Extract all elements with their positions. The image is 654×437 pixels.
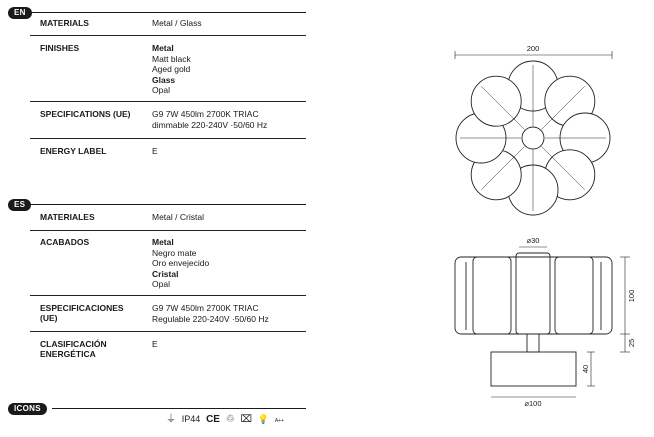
section-tag-icons: ICONS	[8, 403, 47, 415]
shade-diameter-label: ⌀30	[526, 236, 540, 245]
label-clasificacion: CLASIFICACIÓN ENERGÉTICA	[40, 339, 107, 359]
value-acabados: Metal Negro mate Oro envejecido Cristal Opal	[152, 237, 210, 289]
value-finishes: Metal Matt black Aged gold Glass Opal	[152, 43, 191, 95]
label-materials: MATERIALS	[40, 18, 89, 28]
energy-class-icon: A++	[274, 418, 285, 424]
label-acabados: ACABADOS	[40, 237, 90, 247]
value-energy-label: E	[152, 146, 158, 156]
label-specifications: SPECIFICATIONS (UE)	[40, 109, 131, 119]
value-especificaciones: G9 7W 450lm 2700K TRIAC Regulable 220-240V ·50/60 Hz	[152, 303, 269, 324]
base-height-label: 40	[581, 364, 590, 374]
flower-top-view	[456, 61, 610, 215]
earth-ground-icon: ⏚	[166, 414, 176, 425]
bulb-icon: 💡	[257, 414, 270, 424]
height-gap-label: 25	[627, 338, 636, 348]
label-finishes: FINISHES	[40, 43, 80, 53]
ip44-label: IP44	[181, 414, 201, 424]
height-total-label: 100	[627, 289, 636, 303]
top-width-dimension	[455, 44, 612, 59]
section-tag-es: ES	[8, 199, 31, 211]
top-width-label: 200	[526, 44, 540, 53]
side-view	[455, 236, 630, 397]
base-diameter-label: ⌀100	[524, 399, 542, 408]
value-materials: Metal / Glass	[152, 18, 202, 28]
value-specifications: G9 7W 450lm 2700K TRIAC dimmable 220-240V ·50/60 Hz	[152, 109, 268, 130]
no-bin-icon: ⌧	[240, 414, 253, 425]
section-tag-en: EN	[8, 7, 32, 19]
value-materiales: Metal / Cristal	[152, 212, 204, 222]
label-especificaciones: ESPECIFICACIONES (UE)	[40, 303, 124, 323]
label-energy-label: ENERGY LABEL	[40, 146, 107, 156]
value-clasificacion: E	[152, 339, 158, 349]
center-hub-icon	[522, 127, 544, 149]
ce-mark-icon: CE	[206, 414, 220, 425]
label-materiales: MATERIALES	[40, 212, 95, 222]
recycle-icon: ♲	[225, 414, 235, 425]
